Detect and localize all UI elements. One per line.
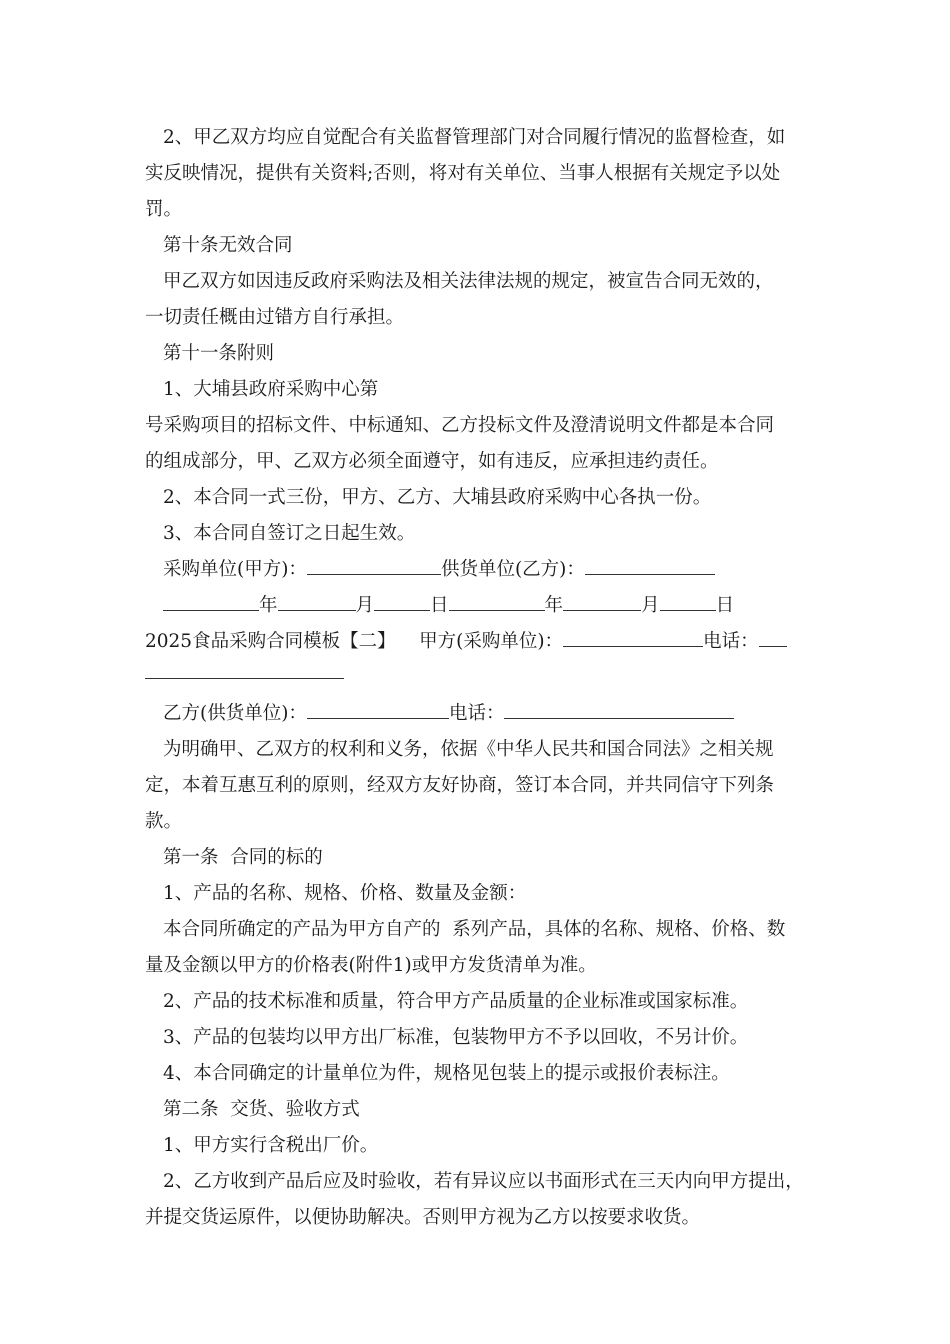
day-label: 日: [430, 595, 449, 616]
text-line: 3、本合同自签订之日起生效。: [163, 523, 416, 544]
text-line: 2、产品的技术标准和质量，符合甲方产品质量的企业标准或国家标准。: [163, 991, 749, 1012]
phone-b-blank: [504, 702, 734, 719]
section-heading: 第十一条附则: [163, 343, 275, 364]
text-line: 一切责任概由过错方自行承担。: [145, 307, 405, 328]
party-a-blank: [563, 630, 703, 647]
text-line: 2、甲乙双方均应自觉配合有关监督管理部门对合同履行情况的监督检查，如: [163, 127, 786, 148]
day-blank: [660, 594, 716, 611]
template-title-line: [145, 630, 787, 654]
phone-blank-continued: [145, 678, 344, 679]
month-blank: [563, 594, 641, 611]
text-line: 号采购项目的招标文件、中标通知、乙方投标文件及澄清说明文件都是本合同: [145, 415, 775, 436]
phone-blank: [759, 630, 787, 647]
text-line: 罚。: [145, 199, 183, 220]
text-line: 甲乙双方如因违反政府采购法及相关法律法规的规定，被宣告合同无效的，: [163, 271, 774, 292]
party-b-line: [163, 702, 734, 726]
supplier-label: 供货单位(乙方)：: [440, 559, 585, 580]
text-line: 本合同所确定的产品为甲方自产的 系列产品，具体的名称、规格、价格、数: [163, 919, 786, 940]
party-b-label: 乙方(供货单位)：: [163, 703, 307, 724]
phone-b-label: 电话：: [448, 703, 505, 724]
text-line: 为明确甲、乙双方的权利和义务，依据《中华人民共和国合同法》之相关规: [163, 739, 774, 760]
text-line: 3、产品的包装均以甲方出厂标准，包装物甲方不予以回收，不另计价。: [163, 1027, 749, 1048]
text-line: 1、产品的名称、规格、价格、数量及金额：: [163, 883, 527, 904]
year-blank: [163, 594, 259, 611]
template-title: 2025食品采购合同模板【二】: [145, 631, 396, 652]
party-b-blank: [307, 702, 449, 719]
signature-date-line: [163, 594, 734, 618]
month-blank: [278, 594, 356, 611]
text-line: 量及金额以甲方的价格表(附件1)或甲方发货清单为准。: [145, 955, 597, 976]
section-heading: 第二条 交货、验收方式: [163, 1099, 360, 1120]
phone-label: 电话：: [703, 631, 759, 652]
year-label: 年: [544, 595, 564, 616]
section-heading: 第十条无效合同: [163, 235, 293, 256]
text-line: 实反映情况，提供有关资料;否则，将对有关单位、当事人根据有关规定予以处: [145, 163, 781, 184]
buyer-blank: [307, 558, 441, 575]
text-line: 4、本合同确定的计量单位为件，规格见包装上的提示或报价表标注。: [163, 1063, 730, 1084]
text-line: 2、本合同一式三份，甲方、乙方、大埔县政府采购中心各执一份。: [163, 487, 712, 508]
day-blank: [374, 594, 430, 611]
year-label: 年: [259, 595, 278, 616]
text-line: 的组成部分，甲、乙双方必须全面遵守，如有违反，应承担违约责任。: [145, 451, 719, 472]
year-blank: [449, 594, 545, 611]
day-label: 日: [715, 595, 735, 616]
text-line: 1、甲方实行含税出厂价。: [163, 1135, 379, 1156]
supplier-blank: [585, 558, 715, 575]
signature-parties-line: [163, 558, 715, 582]
party-a-label: 甲方(采购单位)：: [419, 631, 564, 652]
month-label: 月: [355, 595, 375, 616]
buyer-label: 采购单位(甲方)：: [163, 559, 307, 580]
text-line: 1、大埔县政府采购中心第: [163, 379, 379, 400]
text-line: 并提交货运原件，以便协助解决。否则甲方视为乙方以按要求收货。: [145, 1207, 701, 1228]
text-line: 2、乙方收到产品后应及时验收，若有异议应以书面形式在三天内向甲方提出，: [163, 1171, 804, 1192]
month-label: 月: [641, 595, 660, 616]
section-heading: 第一条 合同的标的: [163, 847, 323, 868]
text-line: 款。: [145, 811, 183, 832]
text-line: 定，本着互惠互利的原则，经双方友好协商，签订本合同，并共同信守下列条: [145, 775, 775, 796]
